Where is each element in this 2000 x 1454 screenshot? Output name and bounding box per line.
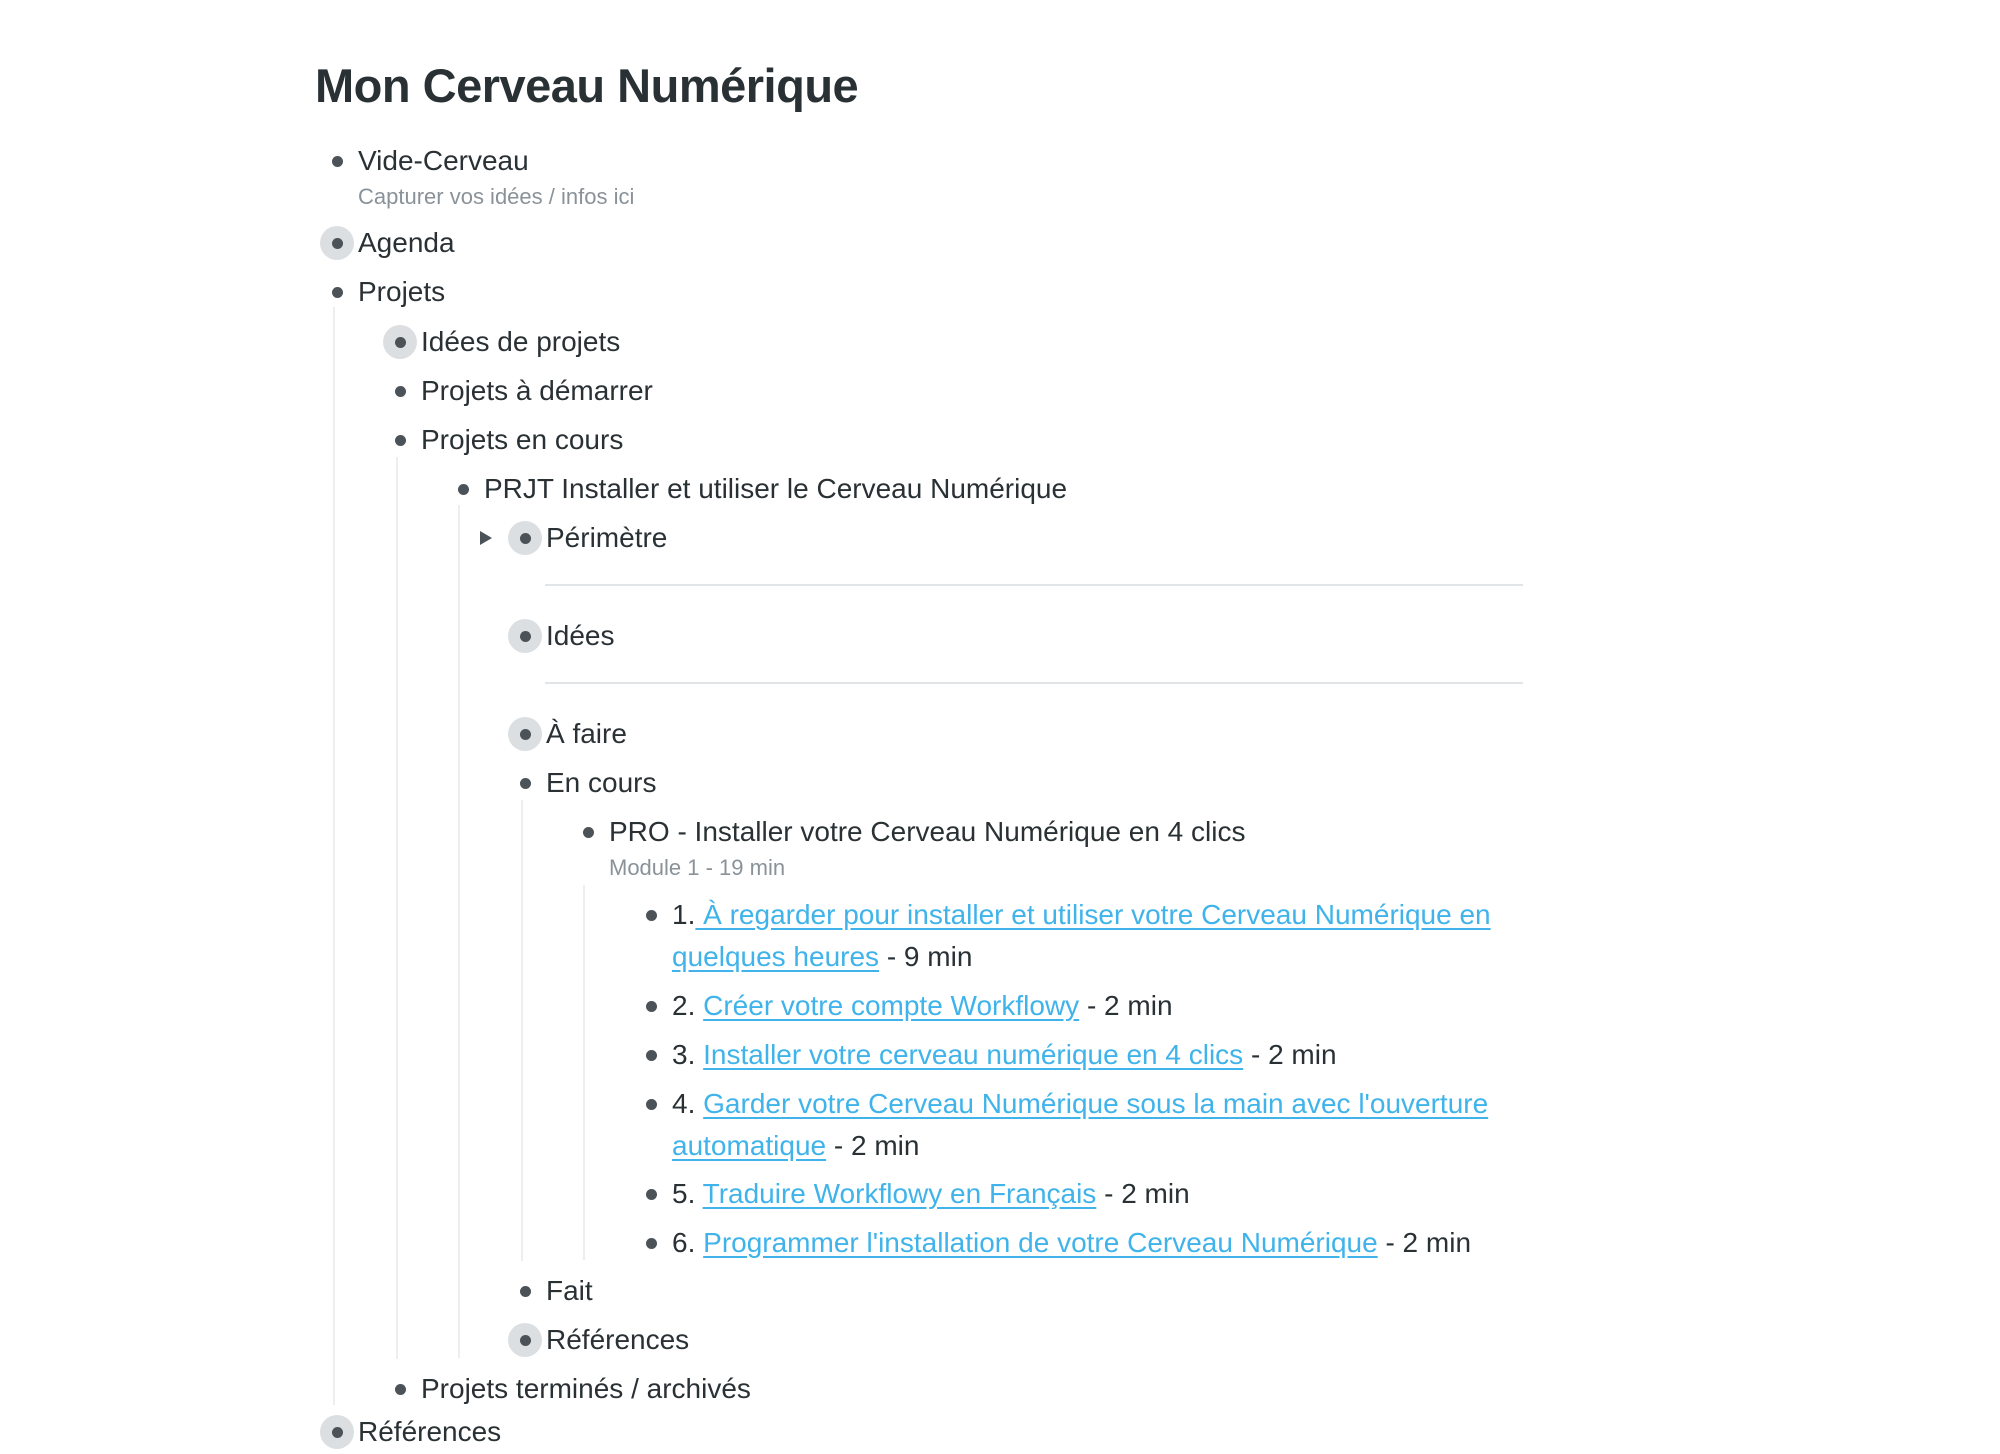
item-label[interactable] (672, 1033, 1337, 1077)
list-item-pro[interactable] (571, 810, 1245, 854)
bullet-icon[interactable] (634, 1177, 668, 1211)
item-label[interactable]: Idées (546, 620, 615, 651)
indent-guide-projets-en-cours (396, 457, 398, 1359)
bullet-icon[interactable] (634, 1226, 668, 1260)
list-item-en-cours[interactable] (508, 761, 657, 805)
lesson-link[interactable]: automatique (672, 1130, 827, 1161)
bullet-icon[interactable] (634, 989, 668, 1023)
item-label[interactable]: Projets terminés / archivés (421, 1373, 751, 1404)
item-label[interactable] (672, 1221, 1471, 1265)
lesson-duration: - 2 min (1243, 1039, 1337, 1070)
list-item-references-projet[interactable] (508, 1318, 689, 1362)
indent-guide-projets (333, 307, 335, 1405)
item-label[interactable]: Projets en cours (421, 424, 624, 455)
collapsed-bullet-icon[interactable] (320, 226, 354, 260)
lesson-link[interactable]: Créer votre compte Workflowy (703, 990, 1080, 1021)
bullet-icon[interactable] (320, 144, 354, 178)
indent-guide-prjt (458, 505, 460, 1358)
item-note[interactable]: Module 1 - 19 min (609, 855, 786, 880)
bullet-icon[interactable] (383, 1372, 417, 1406)
lesson-number: 4. (672, 1088, 704, 1119)
list-item-idees-de-projets[interactable] (383, 320, 620, 364)
item-label[interactable]: Périmètre (546, 522, 668, 553)
collapsed-bullet-icon[interactable] (508, 717, 542, 751)
lesson-number: 3. (672, 1039, 704, 1070)
collapsed-bullet-icon[interactable] (320, 1415, 354, 1449)
separator-line (545, 584, 1523, 586)
item-label[interactable]: Idées de projets (421, 326, 621, 357)
lesson-duration: - 2 min (1377, 1227, 1472, 1258)
lesson-link[interactable]: Traduire Workflowy en Français (702, 1178, 1097, 1209)
list-item-lesson-1[interactable] (634, 893, 1491, 937)
item-label[interactable] (672, 1082, 1488, 1126)
bullet-icon[interactable] (634, 1038, 668, 1072)
list-item-lesson-4-continuation[interactable] (634, 1124, 919, 1168)
collapsed-bullet-icon[interactable] (508, 521, 542, 555)
list-item-idees[interactable] (508, 614, 615, 658)
list-item-lesson-4[interactable] (634, 1082, 1488, 1126)
lesson-link[interactable]: quelques heures (672, 941, 880, 972)
bullet-icon[interactable] (446, 472, 480, 506)
item-label[interactable]: À faire (546, 718, 627, 749)
lesson-number: 1. (672, 899, 696, 930)
collapsed-bullet-icon[interactable] (383, 325, 417, 359)
item-label[interactable] (672, 1124, 919, 1168)
bullet-icon[interactable] (634, 898, 668, 932)
item-label[interactable]: PRO - Installer votre Cerveau Numérique en 4 clics (609, 816, 1246, 847)
lesson-link[interactable]: Installer votre cerveau numérique en 4 clics (703, 1039, 1244, 1070)
list-item-projets-en-cours[interactable] (383, 418, 623, 462)
item-label[interactable] (672, 984, 1173, 1028)
lesson-duration: - 9 min (879, 941, 973, 972)
lesson-link[interactable]: Garder votre Cerveau Numérique sous la main avec l'ouverture (703, 1088, 1489, 1119)
item-label[interactable]: En cours (546, 767, 657, 798)
list-item-projets-a-demarrer[interactable] (383, 369, 653, 413)
expand-arrow-icon[interactable] (480, 531, 492, 545)
list-item-lesson-5[interactable] (634, 1172, 1190, 1216)
bullet-icon[interactable] (508, 1274, 542, 1308)
bullet-icon[interactable] (383, 374, 417, 408)
item-label[interactable]: PRJT Installer et utiliser le Cerveau Numérique (484, 473, 1068, 504)
list-item-prjt[interactable] (446, 467, 1067, 511)
list-item-lesson-1-continuation[interactable] (634, 935, 972, 979)
item-note[interactable]: Capturer vos idées / infos ici (358, 184, 635, 209)
collapsed-bullet-icon[interactable] (508, 619, 542, 653)
bullet-icon[interactable] (383, 423, 417, 457)
lesson-number: 6. (672, 1227, 704, 1258)
item-label[interactable] (672, 935, 972, 979)
bullet-icon[interactable] (634, 1087, 668, 1121)
bullet-icon[interactable] (571, 815, 605, 849)
lesson-link[interactable]: Programmer l'installation de votre Cerveau Numérique (703, 1227, 1378, 1258)
list-item-fait[interactable] (508, 1269, 593, 1313)
list-item-lesson-3[interactable] (634, 1033, 1337, 1077)
list-item-vide-cerveau[interactable] (320, 139, 529, 183)
lesson-number: 5. (672, 1178, 703, 1209)
list-item-projets[interactable] (320, 270, 445, 314)
list-item-lesson-6[interactable] (634, 1221, 1471, 1265)
item-label[interactable]: Vide-Cerveau (358, 145, 529, 176)
list-item-references[interactable] (320, 1410, 501, 1454)
list-item-agenda[interactable] (320, 221, 455, 265)
indent-guide-pro (583, 885, 585, 1260)
indent-guide-en-cours (521, 800, 523, 1261)
item-label[interactable]: Références (358, 1416, 502, 1447)
separator-line (545, 682, 1523, 684)
item-label[interactable] (672, 1172, 1190, 1216)
item-label[interactable]: Fait (546, 1275, 593, 1306)
lesson-link[interactable]: À regarder pour installer et utiliser votre Cerveau Numérique en (695, 899, 1491, 930)
lesson-duration: - 2 min (1096, 1178, 1190, 1209)
collapsed-bullet-icon[interactable] (508, 1323, 542, 1357)
lesson-duration: - 2 min (826, 1130, 920, 1161)
lesson-number: 2. (672, 990, 704, 1021)
item-label[interactable]: Projets (358, 276, 446, 307)
list-item-projets-termines[interactable] (383, 1367, 751, 1411)
bullet-icon[interactable] (508, 766, 542, 800)
item-label[interactable]: Références (546, 1324, 690, 1355)
list-item-perimetre[interactable] (508, 516, 667, 560)
lesson-duration: - 2 min (1079, 990, 1173, 1021)
list-item-a-faire[interactable] (508, 712, 627, 756)
list-item-lesson-2[interactable] (634, 984, 1173, 1028)
bullet-icon[interactable] (320, 275, 354, 309)
page-title: Mon Cerveau Numérique (315, 59, 859, 112)
item-label[interactable] (672, 893, 1491, 937)
item-label[interactable]: Agenda (358, 227, 455, 258)
item-label[interactable]: Projets à démarrer (421, 375, 653, 406)
